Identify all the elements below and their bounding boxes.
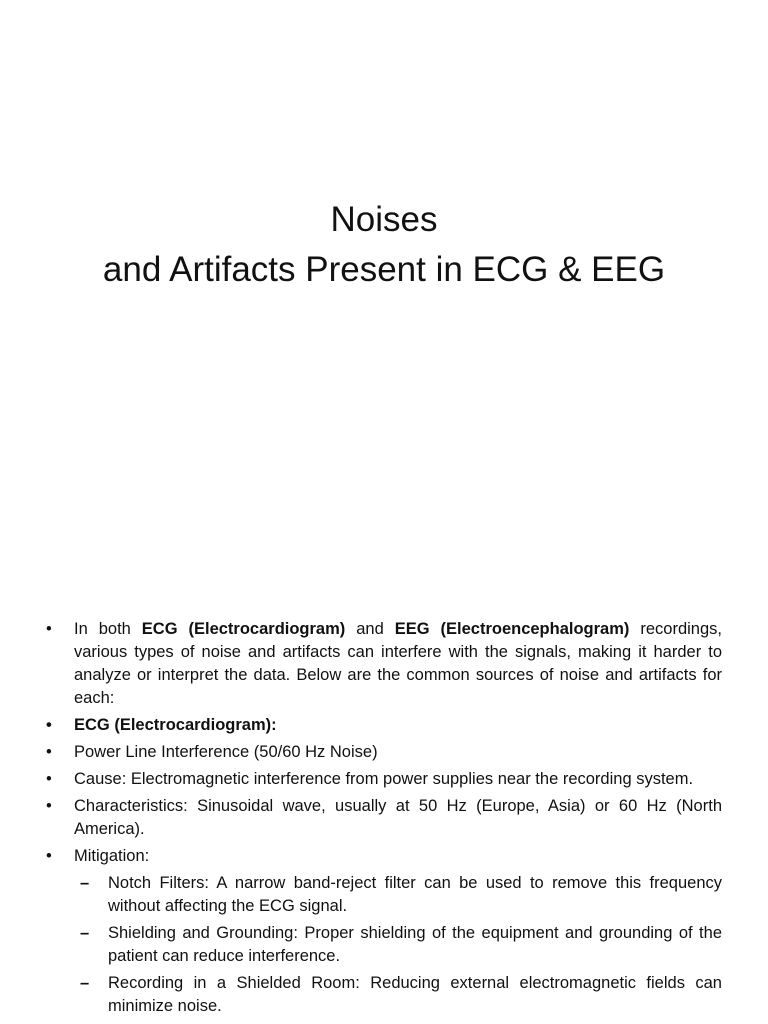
list-item-cause: [46, 768, 722, 791]
sub-item-shielded-room: [46, 972, 722, 1018]
bullet-list: [46, 618, 722, 1022]
intro-text-3: recordings, various types of noise and artifacts can interfere with the signals, making it harder to analyze or interpret the data. Below are the common sources of noise and artifacts for each:: [74, 620, 722, 707]
slide-title: [0, 195, 768, 295]
list-item-mitigation: [46, 845, 722, 868]
bullet-icon: •: [46, 847, 52, 865]
characteristics-text: Characteristics: Sinusoidal wave, usually at 50 Hz (Europe, Asia) or 60 Hz (North America).: [74, 797, 722, 838]
notch-filters-text: Notch Filters: A narrow band-reject filter can be used to remove this frequency without affecting the ECG signal.: [108, 874, 722, 915]
sub-item-notch-filters: [46, 872, 722, 918]
sub-item-shielding: [46, 922, 722, 968]
intro-text-2: and: [345, 620, 395, 638]
shielding-text: Shielding and Grounding: Proper shielding of the equipment and grounding of the patient can reduce interference.: [108, 924, 722, 965]
cause-text: Cause: Electromagnetic interference from power supplies near the recording system.: [74, 770, 694, 788]
bullet-icon: •: [46, 620, 52, 638]
dash-icon: –: [80, 874, 90, 892]
list-item-intro: [46, 618, 722, 710]
intro-text-1: In both: [74, 620, 142, 638]
power-line-text: Power Line Interference (50/60 Hz Noise): [74, 743, 378, 761]
shielded-room-text: Recording in a Shielded Room: Reducing external electromagnetic fields can minimize noise.: [108, 974, 722, 1015]
title-line-1: Noises: [330, 200, 438, 239]
ecg-heading: ECG (Electrocardiogram):: [74, 716, 277, 734]
dash-icon: –: [80, 924, 90, 942]
mitigation-text: Mitigation:: [74, 847, 150, 865]
bullet-icon: •: [46, 770, 52, 788]
dash-icon: –: [80, 974, 90, 992]
bullet-icon: •: [46, 797, 52, 815]
title-line-2: and Artifacts Present in ECG & EEG: [102, 250, 666, 289]
list-item-characteristics: [46, 795, 722, 841]
bullet-icon: •: [46, 716, 52, 734]
intro-eeg-term: EEG (Electroencephalogram): [394, 620, 630, 638]
bullet-icon: •: [46, 743, 52, 761]
list-item-ecg-heading: [46, 714, 722, 737]
list-item-power-line: [46, 741, 722, 764]
intro-ecg-term: ECG (Electrocardiogram): [141, 620, 346, 638]
